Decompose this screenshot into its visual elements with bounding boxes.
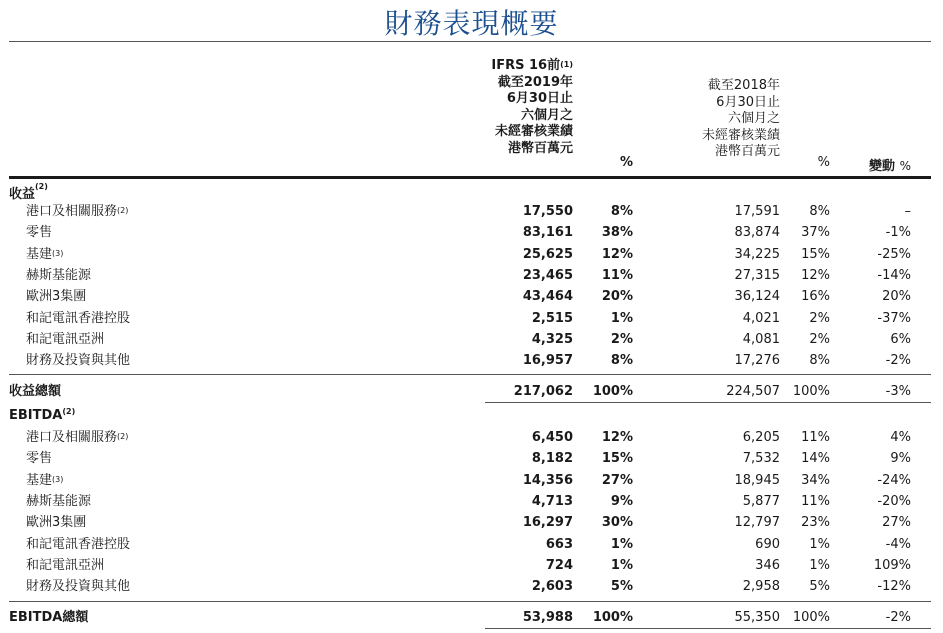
ebitda-total-row [0,609,943,626]
revenue-heading-note: (2) [35,182,48,191]
header-col2-line3: 六個月之 [727,111,780,126]
row-label-text: 財務及投資與其他 [26,579,131,595]
ebitda-divider [9,601,931,602]
table-row [0,578,943,595]
header-col2-line2: 6月30日止 [716,94,780,110]
table-row [0,310,943,327]
header-col2-line5: 港幣百萬元 [714,144,780,159]
ebitda-heading-note: (2) [62,407,76,416]
header-change-unit: % [899,159,911,173]
cell-value-current: 663 [545,536,573,552]
table-row [0,450,943,467]
table-row [0,472,943,489]
row-label-text: 零售 [26,451,53,467]
cell-pct-current: 1% [610,536,633,552]
cell-change: -20% [877,493,911,509]
row-label-note: (2) [117,206,129,215]
ebitda-total-p2: 100% [792,610,830,625]
row-label-text: 和記電訊香港控股 [26,310,131,326]
cell-value-prior: 4,021 [742,310,780,326]
revenue-total-v1: 217,062 [513,384,573,399]
cell-pct-current: 9% [610,493,633,509]
row-label-text: 基建 [26,472,53,488]
section-heading-revenue [9,183,48,202]
cell-pct-current: 2% [610,331,633,347]
header-col1-line6: 港幣百萬元 [507,140,573,156]
cell-pct-prior: 8% [809,204,830,219]
ebitda-heading-label: EBITDA [9,408,63,423]
row-label [26,331,104,348]
row-label [26,536,130,553]
cell-pct-current: 12% [601,246,633,262]
row-label-note: (2) [117,432,129,441]
row-label [26,514,86,531]
revenue-total-row [0,383,943,400]
ebitda-total-v1: 53,988 [522,610,573,625]
table-row [0,352,943,369]
table-row [0,246,943,263]
cell-pct-current: 8% [610,353,633,369]
cell-pct-prior: 2% [809,331,830,347]
cell-pct-prior: 1% [809,557,830,573]
row-label-text: 港口及相關服務 [26,204,118,219]
revenue-total-underline [485,402,931,403]
cell-value-prior: 18,945 [734,472,780,488]
row-label-text: 赫斯基能源 [26,267,92,283]
cell-value-current: 8,182 [531,451,573,467]
row-label-text: 零售 [26,225,53,241]
cell-value-current: 2,603 [531,579,573,595]
cell-change: -12% [877,579,911,595]
cell-value-current: 14,356 [522,472,573,488]
cell-value-current: 2,515 [531,310,573,326]
row-label-text: 和記電訊亞洲 [26,331,105,347]
header-col1-line5: 未經審核業績 [494,124,573,139]
cell-pct-prior: 11% [801,493,830,509]
header-change-label: 變動 [869,159,896,174]
cell-pct-current: 1% [610,310,633,326]
row-label-text: 歐洲3集團 [26,289,87,305]
cell-pct-prior: 2% [809,310,830,326]
row-label-text: 和記電訊香港控股 [26,536,131,552]
ebitda-total-underline [485,628,931,629]
row-label-text: 財務及投資與其他 [26,353,131,369]
table-row [0,331,943,348]
cell-value-current: 16,297 [522,515,573,531]
ebitda-total-p1: 100% [592,610,633,625]
ebitda-total-change: -2% [885,610,911,625]
row-label-note: (3) [52,474,64,484]
header-col2-line4: 未經審核業績 [701,127,780,143]
title-divider [9,41,931,42]
row-label [26,203,128,220]
cell-value-prior: 7,532 [742,451,780,467]
header-col1-line4: 六個月之 [520,107,573,123]
row-label [26,288,86,305]
row-label [26,493,91,510]
row-label [26,246,63,263]
cell-pct-current: 27% [601,472,633,488]
cell-value-current: 724 [545,557,573,573]
row-label-note: (3) [52,248,64,258]
cell-value-prior: 2,958 [742,579,780,595]
table-row [0,203,943,220]
cell-pct-prior: 14% [801,451,830,467]
cell-value-current: 4,325 [531,331,573,347]
cell-pct-prior: 34% [801,472,830,488]
cell-value-prior: 83,874 [734,225,780,241]
header-col-2018 [702,78,780,161]
cell-change: 20% [882,289,911,305]
cell-value-prior: 36,124 [734,289,780,305]
cell-change: – [904,204,911,219]
cell-change: 9% [890,451,911,467]
row-label [26,310,130,327]
revenue-total-v2: 224,507 [726,384,780,399]
cell-value-prior: 34,225 [734,246,780,262]
header-divider [9,176,931,179]
cell-change: -24% [877,472,911,488]
cell-pct-current: 8% [610,204,633,219]
row-label [26,267,91,284]
revenue-divider [9,374,931,375]
table-row [0,557,943,574]
cell-pct-prior: 37% [801,225,830,241]
cell-change: -2% [885,353,911,369]
row-label-text: 基建 [26,246,53,262]
row-label [26,578,130,595]
cell-value-prior: 17,276 [734,353,780,369]
section-heading-ebitda [9,408,75,423]
cell-change: -37% [877,310,911,326]
cell-value-current: 43,464 [522,289,573,305]
cell-pct-prior: 1% [809,536,830,552]
revenue-total-p2: 100% [792,384,830,399]
cell-pct-current: 38% [601,225,633,241]
cell-value-prior: 690 [755,536,780,552]
header-pct-2019: % [619,155,633,170]
cell-pct-current: 11% [601,267,633,283]
row-label [26,450,52,467]
ebitda-total-label: EBITDA總額 [9,610,89,625]
cell-value-current: 16,957 [522,353,573,369]
cell-value-current: 6,450 [531,430,573,445]
header-col1-line3: 6月30日止 [506,91,573,106]
table-row [0,536,943,553]
table-row [0,429,943,446]
cell-pct-prior: 15% [801,246,830,262]
revenue-total-p1: 100% [592,384,633,399]
row-label [26,429,128,446]
cell-change: 27% [882,515,911,531]
cell-pct-prior: 23% [801,515,830,531]
cell-pct-current: 30% [601,515,633,531]
cell-value-current: 4,713 [531,493,573,509]
row-label [26,557,104,574]
cell-value-prior: 27,315 [734,267,780,283]
cell-change: 109% [873,557,911,573]
row-label [26,352,130,369]
header-col1-line1: IFRS 16前 [491,58,561,73]
cell-value-prior: 346 [755,557,780,573]
header-change [869,155,911,174]
cell-pct-prior: 5% [809,579,830,595]
row-label [26,472,63,489]
cell-change: -25% [877,246,911,262]
cell-value-prior: 12,797 [734,515,780,531]
cell-pct-current: 12% [601,430,633,445]
cell-pct-prior: 8% [809,353,830,369]
cell-pct-prior: 11% [801,430,830,445]
header-col1-note: (1) [560,60,573,69]
cell-value-prior: 6,205 [742,430,780,445]
row-label-text: 和記電訊亞洲 [26,557,105,573]
cell-change: 4% [890,430,911,445]
cell-value-current: 17,550 [522,204,573,219]
table-row [0,224,943,241]
revenue-heading-label: 收益 [9,187,36,202]
page-title: 財務表現概要 [384,7,559,40]
cell-change: 6% [890,331,911,347]
header-col-2019 [491,58,573,157]
header-col1-line2: 截至2019年 [497,74,573,90]
cell-value-prior: 17,591 [734,204,780,219]
table-row [0,514,943,531]
header-pct-2018: % [817,155,830,170]
cell-pct-current: 20% [601,289,633,305]
cell-value-current: 23,465 [522,267,573,283]
table-row [0,288,943,305]
cell-pct-current: 5% [610,579,633,595]
cell-value-current: 25,625 [522,246,573,262]
cell-pct-current: 1% [610,557,633,573]
cell-change: -14% [877,267,911,283]
table-row [0,267,943,284]
row-label-text: 歐洲3集團 [26,515,87,531]
cell-value-prior: 4,081 [742,331,780,347]
cell-change: -4% [885,536,911,552]
cell-change: -1% [885,225,911,241]
revenue-total-label: 收益總額 [9,384,62,399]
row-label-text: 港口及相關服務 [26,430,118,445]
header-col2-line1: 截至2018年 [707,78,780,93]
cell-pct-current: 15% [601,451,633,467]
revenue-total-change: -3% [885,384,911,399]
cell-pct-prior: 16% [801,289,830,305]
row-label-text: 赫斯基能源 [26,493,92,509]
table-row [0,493,943,510]
cell-value-current: 83,161 [522,225,573,241]
cell-value-prior: 5,877 [742,493,780,509]
ebitda-total-v2: 55,350 [734,610,780,625]
cell-pct-prior: 12% [801,267,830,283]
row-label [26,224,52,241]
